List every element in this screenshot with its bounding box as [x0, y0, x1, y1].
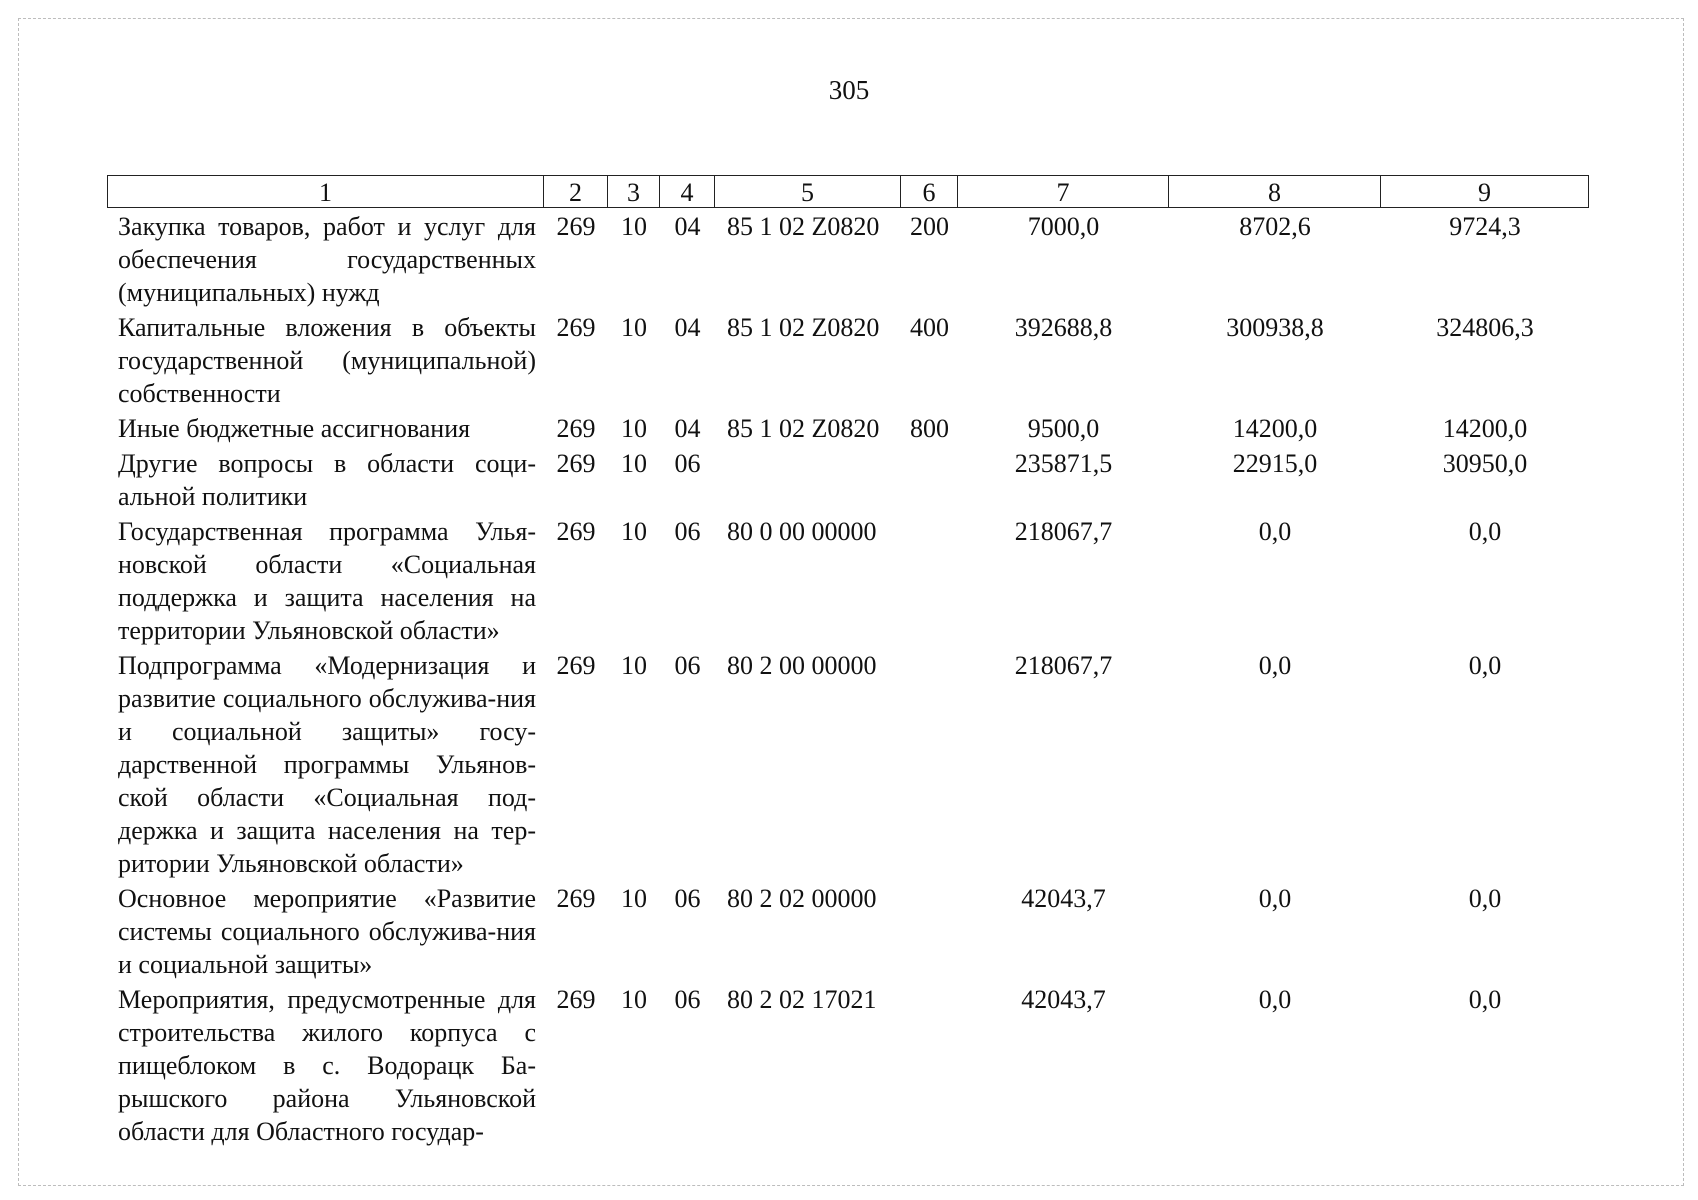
cell-col4: 04 — [674, 313, 701, 342]
cell-col8: 0,0 — [1258, 985, 1292, 1014]
cell-col3: 10 — [621, 517, 647, 546]
cell-col9: 9724,3 — [1449, 212, 1521, 241]
cell-col6 — [901, 981, 958, 1148]
cell-col5: 85 1 02 Z0820 — [727, 313, 880, 342]
cell-col7: 9500,0 — [1027, 414, 1100, 443]
column-header-8: 8 — [1169, 175, 1381, 208]
row-description: Государственная программа Улья-новской области «Социальная поддержка и защита населения на территории Ульяновской области» — [118, 517, 536, 645]
column-header-4: 4 — [660, 175, 715, 208]
cell-col9: 0,0 — [1468, 884, 1502, 913]
row-description: Иные бюджетные ассигнования — [118, 414, 471, 443]
cell-col8: 300938,8 — [1226, 313, 1324, 342]
cell-col6: 200 — [910, 212, 949, 241]
cell-col7: 235871,5 — [1014, 449, 1113, 478]
cell-col7: 42043,7 — [1021, 884, 1106, 913]
row-description: Капитальные вложения в объекты государственной (муниципальной) собственности — [118, 313, 536, 408]
cell-col9: 0,0 — [1468, 651, 1502, 680]
cell-col5: 80 2 02 17021 — [727, 985, 877, 1014]
row-description: Подпрограмма «Модернизация и развитие социального обслужива-ния и социальной защиты» госу-дарственной программы Ульянов-ской области «Социальная под-держка и защита населения на тер-ритории Ульяновской области» — [118, 651, 536, 878]
cell-col2: 269 — [556, 414, 596, 443]
cell-col4: 06 — [674, 884, 701, 913]
cell-col8: 22915,0 — [1232, 449, 1318, 478]
cell-col4: 06 — [674, 449, 701, 478]
cell-col5: 80 2 00 00000 — [727, 651, 877, 680]
cell-col3: 10 — [621, 414, 647, 443]
cell-col6 — [901, 445, 958, 513]
cell-col7: 392688,8 — [1014, 313, 1113, 342]
cell-col7: 218067,7 — [1014, 517, 1113, 546]
column-header-9: 9 — [1381, 175, 1589, 208]
row-description: Другие вопросы в области соци-альной политики — [118, 449, 536, 511]
cell-col3: 10 — [621, 985, 647, 1014]
cell-col3: 10 — [621, 651, 647, 680]
cell-col3: 10 — [621, 449, 647, 478]
cell-col8: 0,0 — [1258, 651, 1292, 680]
cell-col9: 324806,3 — [1436, 313, 1534, 342]
cell-col6 — [901, 880, 958, 981]
cell-col4: 06 — [674, 985, 701, 1014]
cell-col6: 400 — [910, 313, 949, 342]
cell-col5: 85 1 02 Z0820 — [727, 212, 880, 241]
column-header-1: 1 — [107, 175, 544, 208]
cell-col4: 04 — [674, 212, 701, 241]
cell-col4: 06 — [674, 517, 701, 546]
budget-table — [107, 175, 1592, 1148]
cell-col2: 269 — [556, 985, 596, 1014]
cell-col6: 800 — [910, 414, 949, 443]
cell-col5: 85 1 02 Z0820 — [727, 414, 880, 443]
cell-col8: 0,0 — [1258, 884, 1292, 913]
cell-col8: 14200,0 — [1232, 414, 1318, 443]
cell-col5: 80 2 02 00000 — [727, 884, 877, 913]
cell-col7: 42043,7 — [1021, 985, 1106, 1014]
cell-col2: 269 — [556, 651, 596, 680]
cell-col3: 10 — [621, 313, 647, 342]
row-description: Мероприятия, предусмотренные для строительства жилого корпуса с пищеблоком в с. Водорацк Ба-рышского района Ульяновской области для Областного государ- — [118, 985, 536, 1146]
cell-col5: 80 0 00 00000 — [727, 517, 877, 546]
row-description: Закупка товаров, работ и услуг для обеспечения государственных (муниципальных) нужд — [118, 212, 536, 307]
cell-col9: 14200,0 — [1442, 414, 1528, 443]
row-description: Основное мероприятие «Развитие системы социального обслужива-ния и социальной защиты» — [118, 884, 536, 979]
cell-col5 — [715, 445, 901, 513]
cell-col6 — [901, 513, 958, 647]
cell-col4: 04 — [674, 414, 701, 443]
cell-col9: 30950,0 — [1442, 449, 1528, 478]
cell-col2: 269 — [556, 449, 596, 478]
cell-col3: 10 — [621, 212, 647, 241]
page-number: 305 — [828, 75, 870, 105]
cell-col9: 0,0 — [1468, 517, 1502, 546]
cell-col9: 0,0 — [1468, 985, 1502, 1014]
cell-col6 — [901, 647, 958, 880]
cell-col8: 8702,6 — [1239, 212, 1311, 241]
cell-col2: 269 — [556, 884, 596, 913]
column-header-6: 6 — [901, 175, 958, 208]
column-header-2: 2 — [544, 175, 608, 208]
column-header-3: 3 — [608, 175, 660, 208]
cell-col2: 269 — [556, 517, 596, 546]
cell-col4: 06 — [674, 651, 701, 680]
cell-col7: 7000,0 — [1027, 212, 1100, 241]
cell-col2: 269 — [556, 313, 596, 342]
cell-col8: 0,0 — [1258, 517, 1292, 546]
column-header-7: 7 — [958, 175, 1169, 208]
column-header-5: 5 — [715, 175, 901, 208]
cell-col2: 269 — [556, 212, 596, 241]
cell-col3: 10 — [621, 884, 647, 913]
cell-col7: 218067,7 — [1014, 651, 1113, 680]
